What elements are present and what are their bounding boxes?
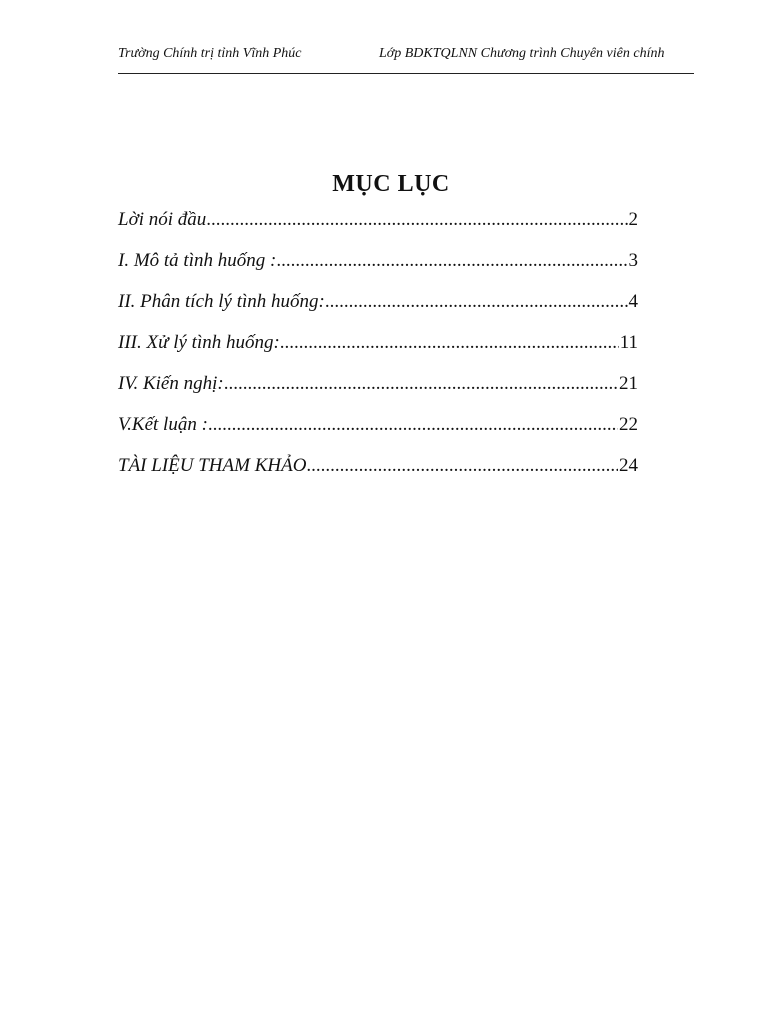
toc-dot-leader — [306, 453, 618, 479]
toc-entry-preface[interactable] — [118, 207, 638, 248]
toc-title: MỤC LỤC — [332, 171, 450, 197]
toc-dot-leader — [224, 371, 618, 397]
toc-entry-label: II. Phân tích lý tình huống: — [118, 291, 325, 312]
toc-page-number: 24 — [619, 455, 638, 476]
toc-entry-label: Lời nói đầu — [118, 209, 207, 230]
table-of-contents — [118, 207, 638, 494]
toc-dot-leader — [276, 248, 627, 274]
toc-entry-label: I. Mô tả tình huống : — [118, 250, 277, 271]
toc-entry-situation-analysis[interactable] — [118, 289, 638, 330]
page-header — [118, 44, 694, 74]
toc-entry-conclusion[interactable] — [118, 412, 638, 453]
toc-dot-leader — [325, 289, 628, 315]
toc-entry-recommendations[interactable] — [118, 371, 638, 412]
toc-entry-references[interactable] — [118, 453, 638, 494]
toc-page-number: 11 — [619, 332, 638, 353]
toc-dot-leader — [280, 330, 619, 356]
header-class-name: Lớp BDKTQLNN Chương trình Chuyên viên chính — [379, 46, 665, 61]
toc-page-number: 21 — [619, 373, 638, 394]
toc-page-number: 3 — [628, 250, 638, 271]
header-school-name: Trường Chính trị tỉnh Vĩnh Phúc — [118, 46, 302, 61]
toc-entry-label: V.Kết luận : — [118, 414, 208, 435]
toc-entry-label: TÀI LIỆU THAM KHẢO — [118, 455, 307, 476]
toc-page-number: 22 — [619, 414, 638, 435]
toc-entry-label: IV. Kiến nghị: — [118, 373, 224, 394]
toc-entry-label: III. Xử lý tình huống: — [118, 332, 280, 353]
toc-dot-leader — [208, 412, 618, 438]
toc-entry-situation-description[interactable] — [118, 248, 638, 289]
toc-page-number: 4 — [628, 291, 638, 312]
toc-page-number: 2 — [628, 209, 638, 230]
toc-dot-leader — [206, 207, 627, 233]
toc-entry-situation-handling[interactable] — [118, 330, 638, 371]
